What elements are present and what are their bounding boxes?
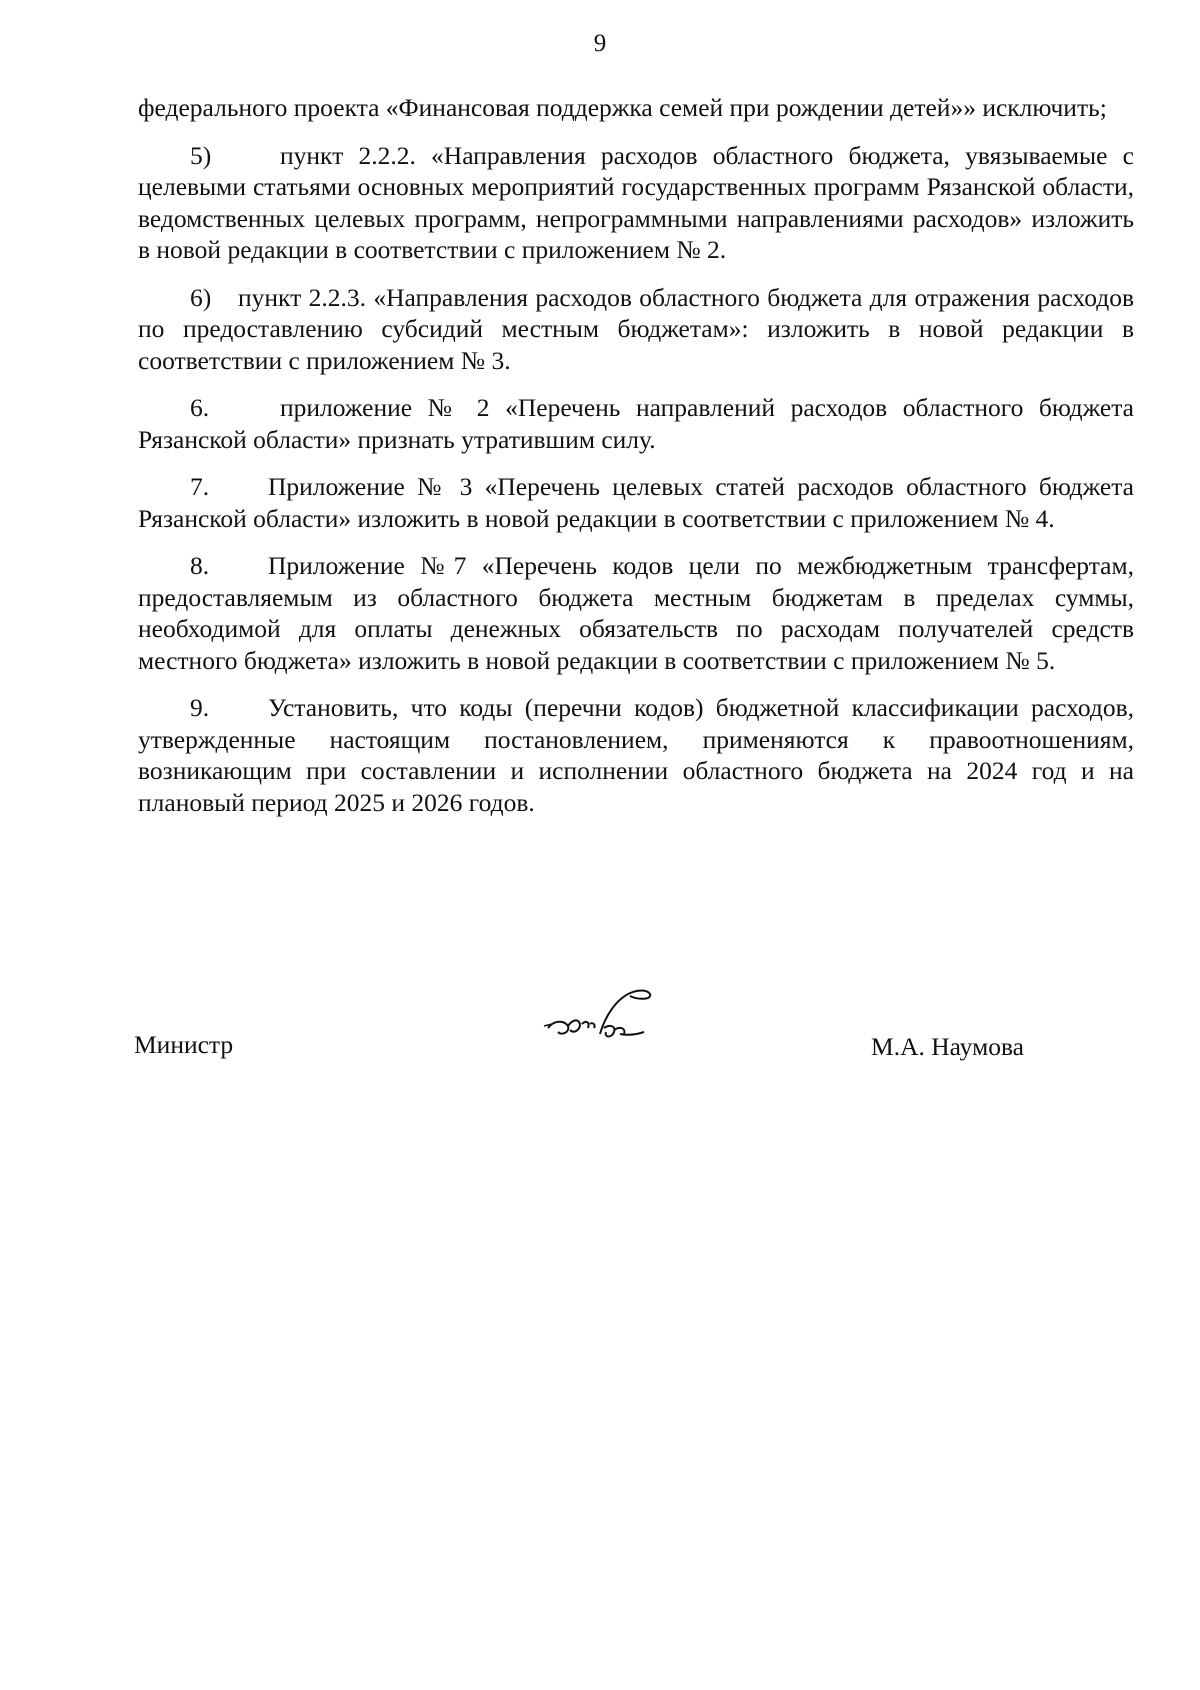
signatory-title: Министр <box>134 1030 234 1059</box>
paragraph-item-8 <box>138 550 1134 676</box>
paragraph-item-6 <box>138 282 1134 377</box>
document-body <box>138 92 1134 834</box>
paragraph-continuation <box>138 92 1134 124</box>
paragraph-number: 6. <box>190 393 210 422</box>
paragraph-text: Приложение № 3 «Перечень целевых статей расходов областного бюджета Рязанской области» изложить в новой редакции в соответствии с приложением № 4. <box>138 472 1134 533</box>
signatory-name: М.А. Наумова <box>871 1032 1024 1061</box>
paragraph-text: Установить, что коды (перечни кодов) бюджетной классификации расходов, утвержденные настоящим постановлением, применяются к правоотношениям, возникающим при составлении и исполнении областного бюджета на 2024 год и на плановый период 2025 и 2026 годов. <box>138 693 1134 817</box>
paragraph-text: федерального проекта «Финансовая поддержка семей при рождении детей»» исключить; <box>138 93 1107 122</box>
paragraph-item-5 <box>138 140 1134 266</box>
paragraph-item-9 <box>138 692 1134 818</box>
paragraph-text: приложение № 2 «Перечень направлений расходов областного бюджета Рязанской области» признать утратившим силу. <box>138 393 1134 454</box>
paragraph-item-7 <box>138 471 1134 534</box>
paragraph-text: пункт 2.2.3. «Направления расходов областного бюджета для отражения расходов по предоставлению субсидий местным бюджетам»: изложить в новой редакции в соответствии с приложением № 3. <box>138 282 1134 375</box>
paragraph-number: 7. <box>190 472 210 501</box>
handwritten-signature <box>534 980 674 1060</box>
page-number: 9 <box>593 30 607 57</box>
paragraph-text: пункт 2.2.2. «Направления расходов областного бюджета, увязываемые с целевыми статьями основных мероприятий государственных программ Рязанской области, ведомственных целевых программ, непрограммными направлениями расходов» изложить в новой редакции в соответствии с приложением № 2. <box>138 140 1134 264</box>
paragraph-text: Приложение №7 «Перечень кодов цели по межбюджетным трансфертам, предоставляемым из областного бюджета местным бюджетам в пределах суммы, необходимой для оплаты денежных обязательств по расходам получателей средств местного бюджета» изложить в новой редакции в соответствии с приложением № 5. <box>138 551 1134 675</box>
paragraph-number: 5) <box>190 140 212 170</box>
paragraph-number: 6) <box>190 282 212 312</box>
paragraph-number: 8. <box>190 551 210 580</box>
paragraph-item-6-dot <box>138 392 1134 455</box>
signature-block <box>134 1030 1024 1090</box>
paragraph-number: 9. <box>190 693 210 722</box>
